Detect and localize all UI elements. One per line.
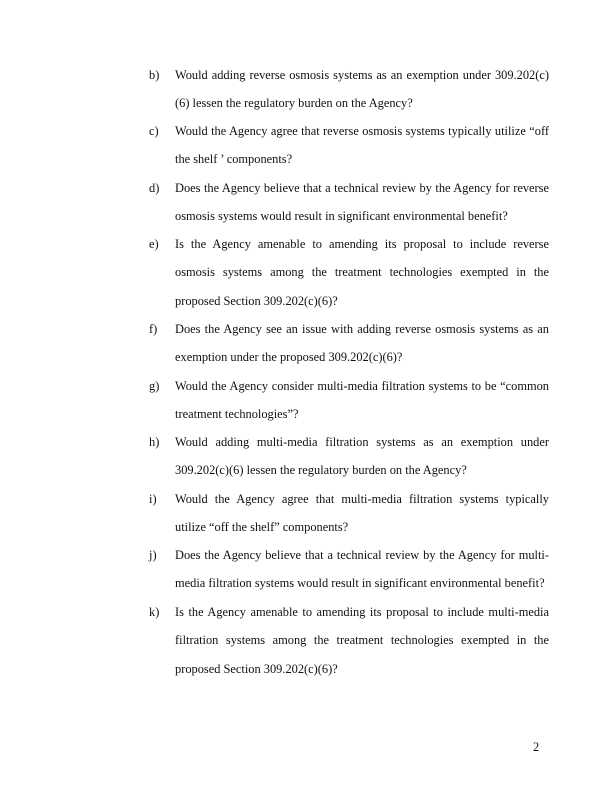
question-letter: c)	[149, 124, 159, 138]
question-text: Does the Agency see an issue with adding reverse osmosis systems as an exemption under the proposed 309.202(c)(6)?	[175, 322, 549, 365]
question-k	[149, 598, 549, 683]
question-c	[149, 117, 549, 174]
question-letter: d)	[149, 181, 160, 195]
question-text: Would the Agency agree that multi-media filtration systems typically utilize “off the shelf” components?	[175, 492, 549, 535]
question-d	[149, 174, 549, 231]
question-letter: g)	[149, 379, 160, 393]
question-text: Would the Agency agree that reverse osmosis systems typically utilize “off the shelf ’ components?	[175, 124, 549, 167]
question-i	[149, 485, 549, 542]
question-f	[149, 315, 549, 372]
question-j	[149, 541, 549, 598]
question-letter: f)	[149, 322, 158, 336]
question-letter: e)	[149, 237, 159, 251]
question-text: Would adding reverse osmosis systems as an exemption under 309.202(c)(6) lessen the regulatory burden on the Agency?	[175, 68, 549, 111]
question-text: Does the Agency believe that a technical review by the Agency for multi-media filtration systems would result in significant environmental benefit?	[175, 548, 549, 591]
question-letter: i)	[149, 492, 157, 506]
question-g	[149, 372, 549, 429]
question-e	[149, 230, 549, 315]
question-letter: h)	[149, 435, 160, 449]
question-text: Is the Agency amenable to amending its proposal to include multi-media filtration systems among the treatment technologies exempted in the proposed Section 309.202(c)(6)?	[175, 605, 549, 676]
question-b	[149, 61, 549, 118]
question-text: Is the Agency amenable to amending its proposal to include reverse osmosis systems among the treatment technologies exempted in the proposed Section 309.202(c)(6)?	[175, 237, 549, 308]
question-h	[149, 428, 549, 485]
question-text: Does the Agency believe that a technical review by the Agency for reverse osmosis systems would result in significant environmental benefit?	[175, 181, 549, 224]
question-letter: b)	[149, 68, 160, 82]
page-number: 2	[533, 740, 540, 754]
question-letter: k)	[149, 605, 160, 619]
question-text: Would the Agency consider multi-media filtration systems to be “common treatment technologies”?	[175, 379, 549, 422]
question-letter: j)	[149, 548, 157, 562]
question-text: Would adding multi-media filtration systems as an exemption under 309.202(c)(6) lessen the regulatory burden on the Agency?	[175, 435, 549, 478]
